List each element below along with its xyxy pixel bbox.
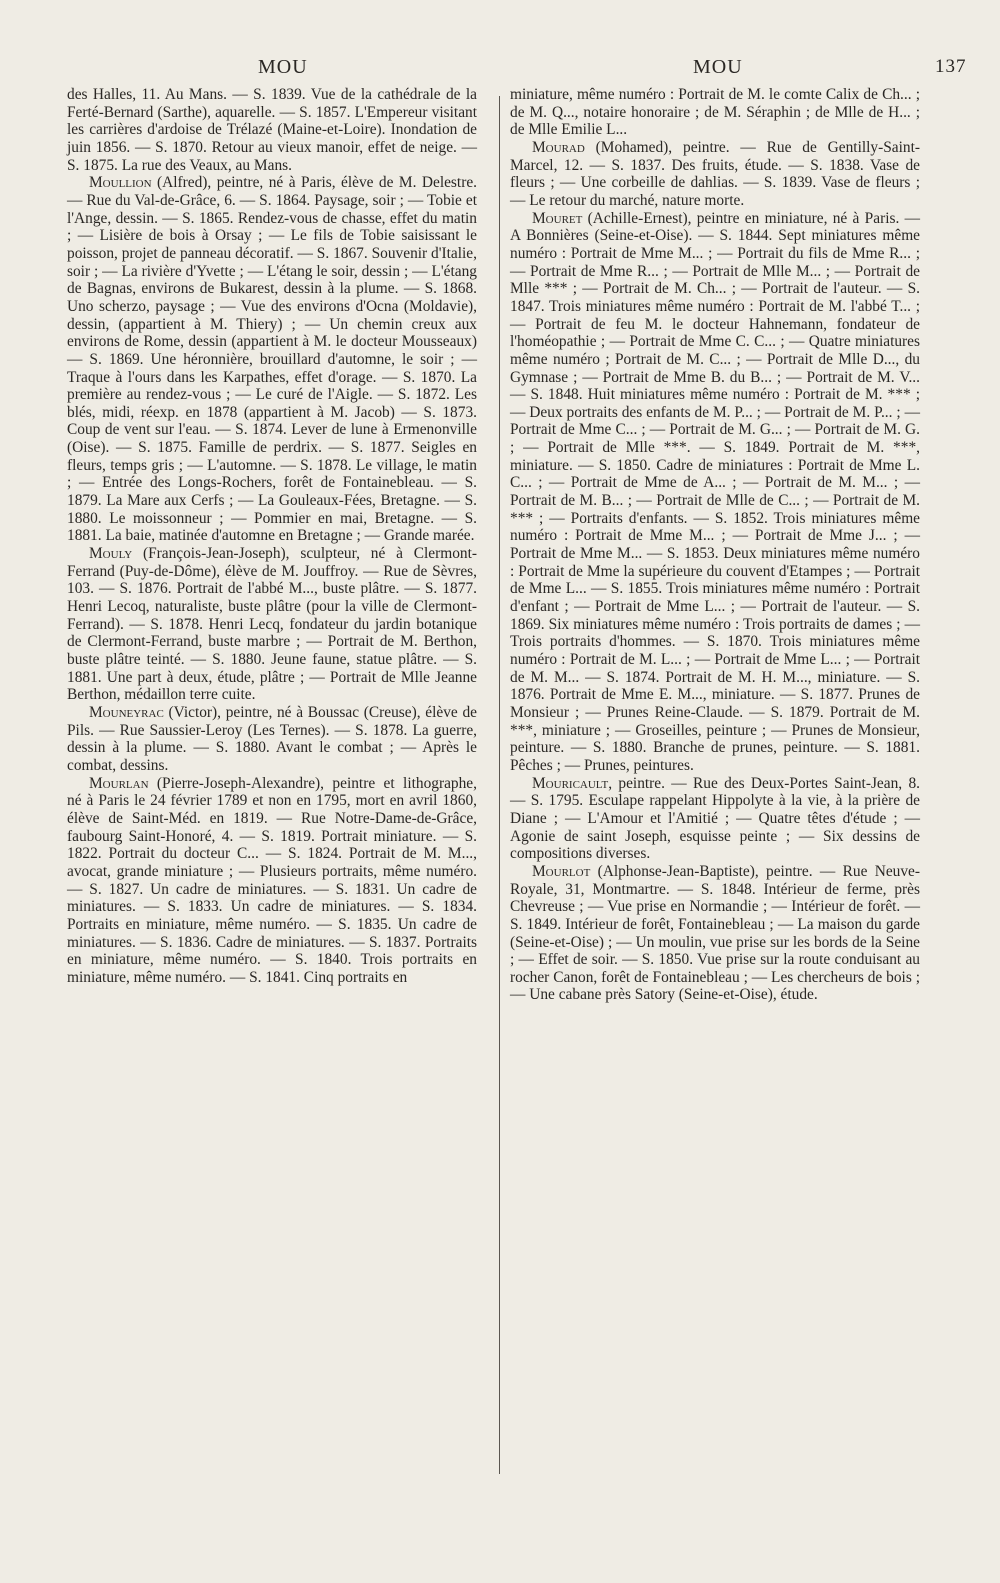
entry-mouret (510, 210, 920, 775)
entry-continuation (510, 86, 920, 139)
entry-name: Mourad (532, 138, 585, 156)
right-column (510, 86, 920, 1004)
entry-continuation (67, 86, 477, 174)
entry-mouricault (510, 775, 920, 863)
entry-mourlan (67, 775, 477, 987)
entry-mourad (510, 139, 920, 210)
entry-text: (François-Jean-Joseph), sculpteur, né à Clermont-Ferrand (Puy-de-Dôme), élève de M. Jouffroy. — Rue de Sèvres, 103. — S. 1876. Portrait de l'abbé M..., buste plâtre. — S. 1877. Henri Lecoq, naturaliste, buste plâtre (pour la ville de Clermont-Ferrand). — S. 1878. Henri Lecq, fondateur du jardin botanique de Clermont-Ferrand, buste marbre ; — Portrait de M. Berthon, buste plâtre teinté. — S. 1880. Jeune faune, statue plâtre. — S. 1881. Une part à deux, étude, plâtre ; — Portrait de Mlle Jeanne Berthon, médaillon terre cuite. (67, 545, 477, 704)
entry-text: des Halles, 11. Au Mans. — S. 1839. Vue de la cathédrale de la Ferté-Bernard (Sarthe), aquarelle. — S. 1857. L'Empereur visitant les carrières d'ardoise de Trélazé (Maine-et-Loire). Inondation de juin 1856. — S. 1870. Retour au vieux manoir, effet de neige. — S. 1875. La rue des Veaux, au Mans. (67, 86, 477, 174)
page-number: 137 (935, 56, 967, 77)
entry-name: Mourlot (532, 862, 591, 880)
entry-name: Mourlan (89, 774, 149, 792)
entry-mouneyrac (67, 704, 477, 775)
entry-name: Mouly (89, 545, 133, 563)
entry-mouly (67, 545, 477, 704)
entry-moullion (67, 174, 477, 545)
entry-name: Mouricault (532, 774, 609, 792)
entry-name: Moullion (89, 174, 152, 192)
entry-text: (Victor), peintre, né à Boussac (Creuse), élève de Pils. — Rue Saussier-Leroy (Les Ternes). — S. 1878. La guerre, dessin à la plume. — S. 1880. Avant le combat ; — Après le combat, dessins. (67, 703, 477, 774)
entry-mourlot (510, 863, 920, 1004)
entry-text: (Pierre-Joseph-Alexandre), peintre et lithographe, né à Paris le 24 février 1789 et non en 1795, mort en avril 1860, élève de Saint-Méd. en 1819. — Rue Notre-Dame-de-Grâce, faubourg Saint-Honoré, 4. — S. 1819. Portrait miniature. — S. 1822. Portrait du docteur C... — S. 1824. Portrait de M. M..., avocat, grande miniature ; — Plusieurs portraits, même numéro. — S. 1827. Un cadre de miniatures. — S. 1831. Un cadre de miniatures. — S. 1833. Un cadre de miniatures. — S. 1834. Portraits en miniature, même numéro. — S. 1835. Un cadre de miniatures. — S. 1836. Cadre de miniatures. — S. 1837. Portraits en miniature, même numéro. — S. 1840. Trois portraits en miniature, même numéro. — S. 1841. Cinq portraits en (67, 774, 477, 986)
running-head-left: MOU (258, 56, 308, 78)
running-head-right: MOU (693, 56, 743, 78)
entry-text: (Achille-Ernest), peintre en miniature, né à Paris. — A Bonnières (Seine-et-Oise). — S. 1844. Sept miniatures même numéro : Portrait de Mme M... ; — Portrait du fils de Mme R... ; — Portrait de Mme R... ; — Portrait de Mlle M... ; — Portrait de Mlle *** ; — Portrait de M. Ch... ; — Portrait de l'auteur. — S. 1847. Trois miniatures même numéro : Portrait de M. l'abbé T... ; — Portrait de feu M. le docteur Hahnemann, fondateur de l'homéopathie ; — Portrait de Mme C. C... ; — Quatre miniatures même numéro ; Portrait de M. C... ; — Portrait de Mlle D..., du Gymnase ; — Portrait de Mme B. du B... ; — Portrait de M. V... — S. 1848. Huit miniatures même numéro : Portrait de M. *** ; — Deux portraits des enfants de M. P... ; — Portrait de M. P... ; — Portrait de Mme C... ; — Portrait de M. G... ; — Portrait de M. G. ; — Portrait de Mlle ***. — S. 1849. Portrait de M. ***, miniature. — S. 1850. Cadre de miniatures : Portrait de Mme L. C... ; — Portrait de Mme de A... ; — Portrait de M. M... ; — Portrait de M. B... ; — Portrait de Mlle de C... ; — Portrait de M. *** ; — Portraits d'enfants. — S. 1852. Trois miniatures même numéro : Portrait de Mme M... ; — Portrait de Mme J... ; — Portrait de Mme M... — S. 1853. Deux miniatures même numéro : Portrait de Mme la supérieure du couvent d'Etampes ; — Portrait de Mme L... — S. 1855. Trois miniatures même numéro : Portrait d'enfant ; — Portrait de Mme L... ; — Portrait de l'auteur. — S. 1869. Six miniatures même numéro : Trois portraits de dames ; — Trois portraits d'hommes. — S. 1870. Trois miniatures même numéro : Portrait de M. L... ; — Portrait de Mme L... ; — Portrait de M. M... — S. 1874. Portrait de M. H. M..., miniature. — S. 1876. Portrait de Mme E. M..., miniature. — S. 1877. Prunes de Monsieur ; — Prunes Reine-Claude. — S. 1879. Portrait de M. ***, miniature ; — Groseilles, peinture ; — Prunes de Monsieur, peinture. — S. 1880. Branche de prunes, peinture. — S. 1881. Pêches ; — Prunes, peintures. (510, 209, 920, 774)
entry-text: (Mohamed), peintre. — Rue de Gentilly-Saint-Marcel, 12. — S. 1837. Des fruits, étude. — S. 1838. Vase de fleurs ; — Une corbeille de dahlias. — S. 1839. Vase de fleurs ; — Le retour du marché, nature morte. (510, 138, 920, 209)
left-column (67, 86, 477, 986)
entry-text: , peintre. — Rue des Deux-Portes Saint-Jean, 8. — S. 1795. Esculape rappelant Hippolyte à la vie, à la prière de Diane ; — L'Amour et l'Amitié ; — Quatre têtes d'étude ; — Agonie de saint Joseph, esquisse peinte ; — Six dessins de compositions diverses. (510, 774, 920, 863)
entry-name: Mouneyrac (89, 703, 164, 721)
entry-text: (Alphonse-Jean-Baptiste), peintre. — Rue Neuve-Royale, 31, Montmartre. — S. 1848. Intérieur de ferme, près Chevreuse ; — Vue prise en Normandie ; — Intérieur de forêt. — S. 1849. Intérieur de forêt, Fontainebleau ; — La maison du garde (Seine-et-Oise) ; — Un moulin, vue prise sur les bords de la Seine ; — Effet de soir. — S. 1850. Vue prise sur la route conduisant au rocher Canon, forêt de Fontainebleau ; — Les chercheurs de bois ; — Une cabane près Satory (Seine-et-Oise), étude. (510, 862, 920, 1004)
column-divider (499, 96, 500, 1474)
entry-text: (Alfred), peintre, né à Paris, élève de M. Delestre. — Rue du Val-de-Grâce, 6. — S. 1864. Paysage, soir ; — Tobie et l'Ange, dessin. — S. 1865. Rendez-vous de chasse, effet du matin ; — Lisière de bois à Orsay ; — Le fils de Tobie saisissant le poisson, projet de panneau décoratif. — S. 1867. Souvenir d'Italie, soir ; — La rivière d'Yvette ; — L'étang le soir, dessin ; — L'étang de Bagnas, environs de Bukarest, dessin à la plume. — S. 1868. Uno scherzo, paysage ; — Vue des environs d'Ocna (Moldavie), dessin, (appartient à M. Thiery) ; — Un chemin creux aux environs de Rome, dessin (appartient à M. le docteur Mousseaux) — S. 1869. Une héronnière, brouillard d'automne, le soir ; — Traque à l'ours dans les Karpathes, effet d'orage. — S. 1870. La première au rendez-vous ; — Le curé de l'Aigle. — S. 1872. Les blés, midi, réexp. en 1878 (appartient à M. Jacob) — S. 1873. Coup de vent sur l'eau. — S. 1874. Lever de lune à Ermenonville (Oise). — S. 1875. Famille de perdrix. — S. 1877. Seigles en fleurs, temps gris ; — L'automne. — S. 1878. Le village, le matin ; — Entrée des Longs-Rochers, forêt de Fontainebleau. — S. 1879. La Mare aux Cerfs ; — La Gouleaux-Fées, Bretagne. — S. 1880. Le moissonneur ; — Pommier en mai, Bretagne. — S. 1881. La baie, matinée d'automne en Bretagne ; — Grande marée. (67, 174, 477, 545)
entry-text: miniature, même numéro : Portrait de M. le comte Calix de Ch... ; de M. Q..., notaire honoraire ; de M. Séraphin ; de Mlle de H... ; de Mlle Emilie L... (510, 86, 920, 139)
entry-name: Mouret (532, 209, 583, 227)
